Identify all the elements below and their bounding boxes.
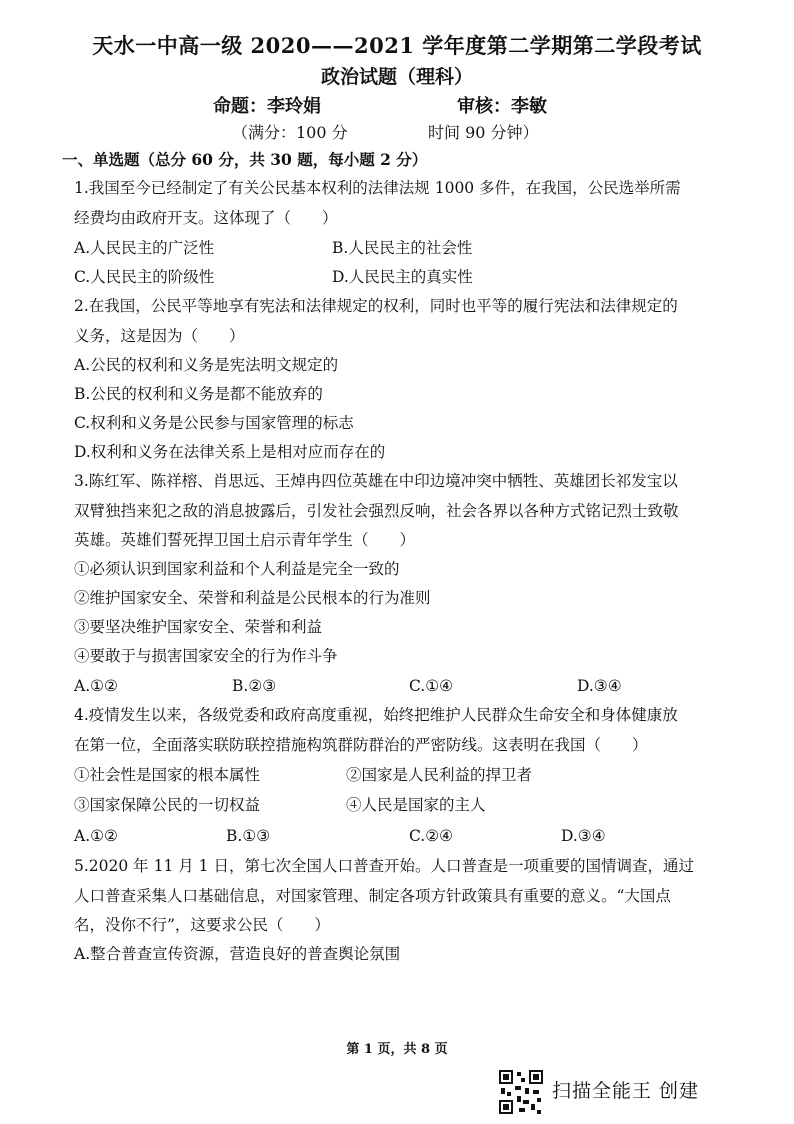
q2-option-b: B.公民的权利和义务是都不能放弃的 <box>74 385 323 403</box>
section-heading: 一、单选题（总分 60 分，共 30 题，每小题 2 分） <box>62 150 428 169</box>
q4-option-a: A.①② <box>74 827 118 845</box>
q3-line3: 英雄。英雄们誓死捍卫国土启示青年学生（ ） <box>74 531 416 549</box>
q2-option-a: A.公民的权利和义务是宪法明文规定的 <box>74 356 339 374</box>
q2-option-c: C.权利和义务是公民参与国家管理的标志 <box>74 414 354 432</box>
time-info: 时间 90 分钟） <box>428 123 539 142</box>
q4-option-c: C.②④ <box>409 827 454 845</box>
q4-statement-4: ④人民是国家的主人 <box>346 796 486 814</box>
q4-line2: 在第一位，全面落实联防联控措施构筑群防群治的严密防线。这表明在我国（ ） <box>74 736 648 754</box>
q4-option-d: D.③④ <box>561 827 606 845</box>
reviewer-label: 审核：李敏 <box>457 96 547 117</box>
q2-line2: 义务，这是因为（ ） <box>74 327 245 345</box>
q1-option-d: D.人民民主的真实性 <box>332 268 473 286</box>
q3-line2: 双臂独挡来犯之敌的消息披露后，引发社会强烈反响，社会各界以各种方式铭记烈士致敬 <box>74 502 679 520</box>
q4-statement-1: ①社会性是国家的根本属性 <box>74 766 261 784</box>
q3-statement-4: ④要敢于与损害国家安全的行为作斗争 <box>74 647 338 665</box>
page-number: 第 1 页，共 8 页 <box>346 1042 448 1057</box>
q1-option-a: A.人民民主的广泛性 <box>74 239 215 257</box>
q1-line2: 经费均由政府开支。这体现了（ ） <box>74 209 338 227</box>
qr-code-icon <box>497 1068 545 1116</box>
q5-option-a: A.整合普查宣传资源，营造良好的普查舆论氛围 <box>74 945 401 963</box>
author-label: 命题：李玲娟 <box>213 96 321 117</box>
exam-title: 天水一中高一级 2020——2021 学年度第二学期第二学段考试 <box>92 33 702 58</box>
q3-statement-1: ①必须认识到国家利益和个人利益是完全一致的 <box>74 560 400 578</box>
q3-option-d: D.③④ <box>577 677 622 695</box>
q3-option-b: B.②③ <box>232 677 277 695</box>
q3-statement-3: ③要坚决维护国家安全、荣誉和利益 <box>74 618 323 636</box>
q1-option-c: C.人民民主的阶级性 <box>74 268 215 286</box>
q1-line1: 1.我国至今已经制定了有关公民基本权利的法律法规 1000 多件，在我国，公民选举所需 <box>74 179 681 197</box>
q3-option-c: C.①④ <box>409 677 454 695</box>
q5-line3: 名，没你不行”，这要求公民（ ） <box>74 916 330 934</box>
q3-statement-2: ②维护国家安全、荣誉和利益是公民根本的行为准则 <box>74 589 431 607</box>
q4-line1: 4.疫情发生以来，各级党委和政府高度重视，始终把维护人民群众生命安全和身体健康放 <box>74 706 678 724</box>
q2-option-d: D.权利和义务在法律关系上是相对应而存在的 <box>74 443 386 461</box>
exam-subtitle: 政治试题（理科） <box>320 66 473 88</box>
q5-line2: 人口普查采集人口基础信息，对国家管理、制定各项方针政策具有重要的意义。“大国点 <box>74 887 671 905</box>
q4-option-b: B.①③ <box>226 827 271 845</box>
q5-line1: 5.2020 年 11 月 1 日，第七次全国人口普查开始。人口普查是一项重要的国情调查，通过 <box>74 857 694 875</box>
q3-option-a: A.①② <box>74 677 118 695</box>
q4-statement-2: ②国家是人民利益的捍卫者 <box>346 766 533 784</box>
q1-option-b: B.人民民主的社会性 <box>332 239 473 257</box>
scanner-watermark: 扫描全能王 创建 <box>552 1080 700 1102</box>
q2-line1: 2.在我国，公民平等地享有宪法和法律规定的权利，同时也平等的履行宪法和法律规定的 <box>74 297 678 315</box>
q4-statement-3: ③国家保障公民的一切权益 <box>74 796 261 814</box>
q3-line1: 3.陈红军、陈祥榕、肖思远、王焯冉四位英雄在中印边境冲突中牺牲、英雄团长祁发宝以 <box>74 472 678 490</box>
score-info: （满分：100 分 <box>232 123 348 142</box>
